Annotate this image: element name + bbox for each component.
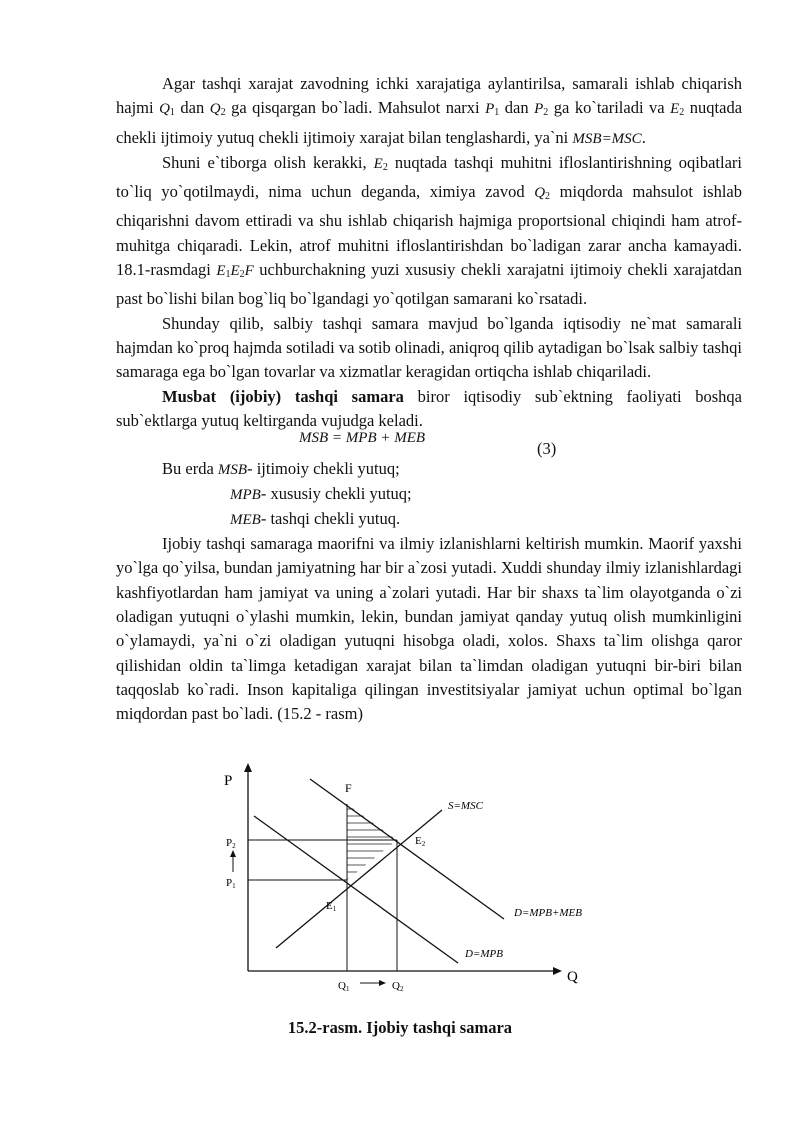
p1-label: P1 xyxy=(226,877,236,890)
p2-label: P2 xyxy=(226,837,236,850)
paragraph-5: Ijobiy tashqi samaraga maorifni va ilmiy izlanishlarni keltirish mumkin. Maorif yaxshi yo`lga qo`yilsa, bundan jamiyatning har bir a`zosi yutadi. Xuddi shunday ilmiy izlanishlardagi kashfiyotlardan ham jamiyat va uning a`zolari yutadi. Har bir shaxs ta`lim olayotganda o`zi oladigan yutuqni o`ylashi mumkin, lekin, bundan jamiyat qanday yutuq olish mumkinligini o`ylamaydi, ya`ni o`zi oladigan yutuqni hisobga oladi, xolos. Shaxs ta`lim olishga qaror qilishidan oldin ta`limga ketadigan xarajat bilan ta`limdan oladigan yutuqni bir-biri bilan taqqoslab ko`radi. Inson kapitaliga qilingan investitsiyalar jamiyat uchun optimal bo`lgan miqdordan past bo`ladi. (15.2 - rasm) xyxy=(116,534,742,724)
price-arrow-head xyxy=(230,850,236,857)
formula-number: (3) xyxy=(537,439,557,459)
definition-msb: Bu erda MSB- ijtimoiy chekli yutuq; xyxy=(162,459,400,479)
text-body xyxy=(116,72,742,727)
x-axis-arrow xyxy=(553,967,562,975)
paragraph-4: Musbat (ijobiy) tashqi samara biror iqtisodiy sub`ektning faoliyati boshqa sub`ektlarga yutuq keltirganda vujudga keladi. xyxy=(116,386,743,430)
supply-curve xyxy=(276,810,442,948)
x-axis-label: Q xyxy=(567,969,578,985)
y-axis-arrow xyxy=(244,763,252,772)
point-e1-label: E1 xyxy=(326,900,337,913)
graph-svg xyxy=(200,763,600,995)
definition-meb: MEB- tashqi chekli yutuq. xyxy=(230,509,401,529)
point-f-label: F xyxy=(345,781,352,795)
figure-caption: 15.2-rasm. Ijobiy tashqi samara xyxy=(287,1018,513,1037)
social-demand-label: D=MPB+MEB xyxy=(514,907,582,919)
quantity-arrow-head xyxy=(379,980,386,986)
supply-label: S=MSC xyxy=(448,800,483,812)
externality-graph xyxy=(200,763,600,995)
point-e2-label: E2 xyxy=(415,835,426,848)
y-axis-label: P xyxy=(224,773,233,789)
paragraph-1: Agar tashqi xarajat zavodning ichki xarajatiga aylantirilsa, samarali ishlab chiqarish hajmi $Q_1$ dan $Q_2$ ga qisqargan bo`ladi. Mahsulot narxi $P_1$ dan $P_2$ ga ko`tariladi va $E_2$ nuqtada chekli ijtimoiy yutuq chekli ijtimoiy xarajat bilan tenglashardi, ya`ni MSB=MSC. xyxy=(116,74,743,147)
definition-mpb: MPB- xususiy chekli yutuq; xyxy=(230,484,412,504)
formula-text: MSB = MPB + MEB xyxy=(299,430,426,447)
paragraph-2: Shuni e`tiborga olish kerakki, $E_2$ nuqtada tashqi muhitni ifloslantirishning oqibatlari to`liq yo`qotilmaydi, nima uchun deganda, ximiya zavod $Q_2$ miqdorda mahsulot ishlab chiqarishni davom ettiradi va shu ishlab chiqarish hajmiga proportsional chiqindi ham atrof-muhitga chiqaradi. Lekin, atrof muhitni ifloslantirishdan bo`ladigan zarar ancha kamayadi. 18.1-rasmdagi $E_1E_2F$ uchburchakning yuzi xususiy chekli xarajatni ijtimoiy chekli xarajatdan past bo`lishi bilan bog`liq bo`lgandagi yo`qotilgan samarani ko`rsatadi. xyxy=(116,152,742,309)
private-demand-label: D=MPB xyxy=(465,948,503,960)
definitions xyxy=(116,457,742,532)
q2-label: Q2 xyxy=(392,980,404,993)
q1-label: Q1 xyxy=(338,980,350,993)
paragraph-3: Shunday qilib, salbiy tashqi samara mavjud bo`lganda iqtisodiy ne`mat samarali hajmdan ko`proq hajmda sotiladi va sotib olinadi, aniqroq qilib aytadigan bo`lsak salbiy tashqi samaraga ega bo`lgan tovarlar va xizmatlar keragidan ortiqcha ishlab chiqariladi. xyxy=(116,313,742,382)
formula-3 xyxy=(116,430,742,459)
